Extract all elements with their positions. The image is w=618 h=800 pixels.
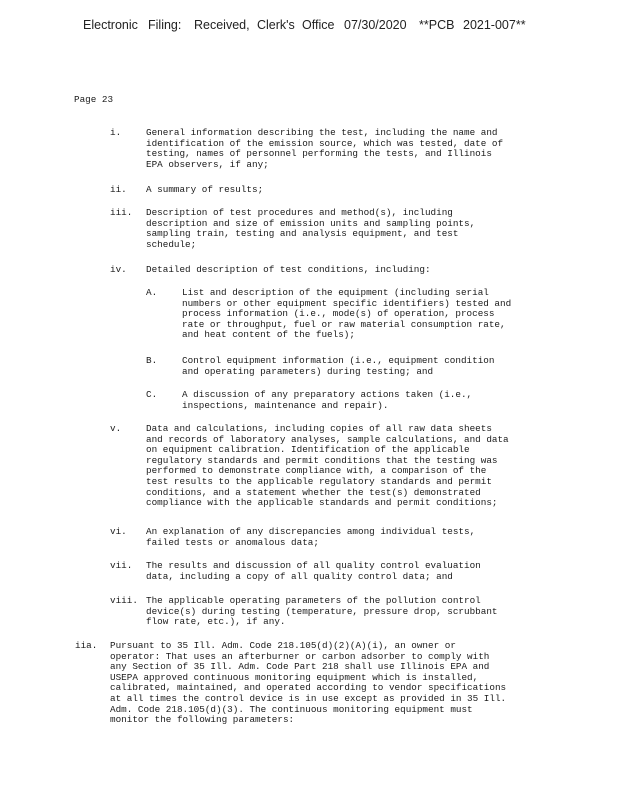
subitem-label-c: C. <box>146 389 158 400</box>
subitem-label-b: B. <box>146 355 158 366</box>
header-word-electronic: Electronic <box>83 18 138 32</box>
subitem-text-a: List and description of the equipment (including serial numbers or other equipment specific identifiers) tested and process information (i.e., mode(s) of operation, process rate or throughput, fuel or raw material consumption rate, and heat content of the fuels); <box>182 287 512 341</box>
item-label-viii: viii. <box>110 595 138 606</box>
section-text-iia: Pursuant to 35 Ill. Adm. Code 218.105(d)(2)(A)(i), an owner or operator: That uses an afterburner or carbon adsorber to comply with any Section of 35 Ill. Adm. Code Part 218 shall use Illinois EPA and USEPA approved continuous monitoring equipment which is installed, calibrated, maintained, and operated according to vendor specifications at all times the control device is in use except as provided in 35 Ill. Adm. Code 218.105(d)(3). The continuous monitoring equipment must monitor the following parameters: <box>110 640 507 726</box>
item-label-iv: iv. <box>110 264 127 275</box>
item-label-vii: vii. <box>110 560 133 571</box>
header-docket-number: 2021-007** <box>463 18 526 32</box>
item-label-ii: ii. <box>110 184 127 195</box>
subitem-label-a: A. <box>146 287 158 298</box>
subitem-text-b: Control equipment information (i.e., equipment condition and operating parameters) during testing; and <box>182 355 495 377</box>
item-label-i: i. <box>110 127 122 138</box>
subitem-text-c: A discussion of any preparatory actions taken (i.e., inspections, maintenance and repair). <box>182 389 473 411</box>
item-text-vi: An explanation of any discrepancies among individual tests, failed tests or anomalous data; <box>146 526 476 548</box>
header-filing-date: 07/30/2020 <box>344 18 407 32</box>
item-label-vi: vi. <box>110 526 127 537</box>
header-word-clerks: Clerk's <box>257 18 295 32</box>
item-text-vii: The results and discussion of all quality control evaluation data, including a copy of all quality control data; and <box>146 560 481 582</box>
item-text-iii: Description of test procedures and method(s), including description and size of emission units and sampling points, sampling train, testing and analysis equipment, and test schedule; <box>146 207 476 250</box>
item-text-ii: A summary of results; <box>146 184 264 195</box>
header-word-filing: Filing: <box>148 18 182 32</box>
header-word-received: Received, <box>194 18 250 32</box>
page-number: Page 23 <box>74 94 114 105</box>
header-pcb-label: **PCB <box>419 18 455 32</box>
item-text-viii: The applicable operating parameters of the pollution control device(s) during testing (temperature, pressure drop, scrubbant flow rate, etc.), if any. <box>146 595 498 628</box>
header-word-office: Office <box>302 18 335 32</box>
item-label-iii: iii. <box>110 207 133 218</box>
item-label-v: v. <box>110 423 122 434</box>
section-label-iia: iia. <box>75 640 98 651</box>
item-text-i: General information describing the test, including the name and identification of the emission source, which was tested, date of testing, names of personnel performing the tests, and Illinois EPA observers, if any; <box>146 127 504 170</box>
item-text-iv: Detailed description of test conditions, including: <box>146 264 431 275</box>
item-text-v: Data and calculations, including copies of all raw data sheets and records of laboratory analyses, sample calculations, and data on equipment calibration. Identification of the applicable regulatory standards and permit conditions that the testing was performed to demonstrate compliance with, a comparison of the test results to the applicable regulatory standards and permit conditions, and a statement whether the test(s) demonstrated compliance with the applicable standards and permit conditions; <box>146 423 509 509</box>
